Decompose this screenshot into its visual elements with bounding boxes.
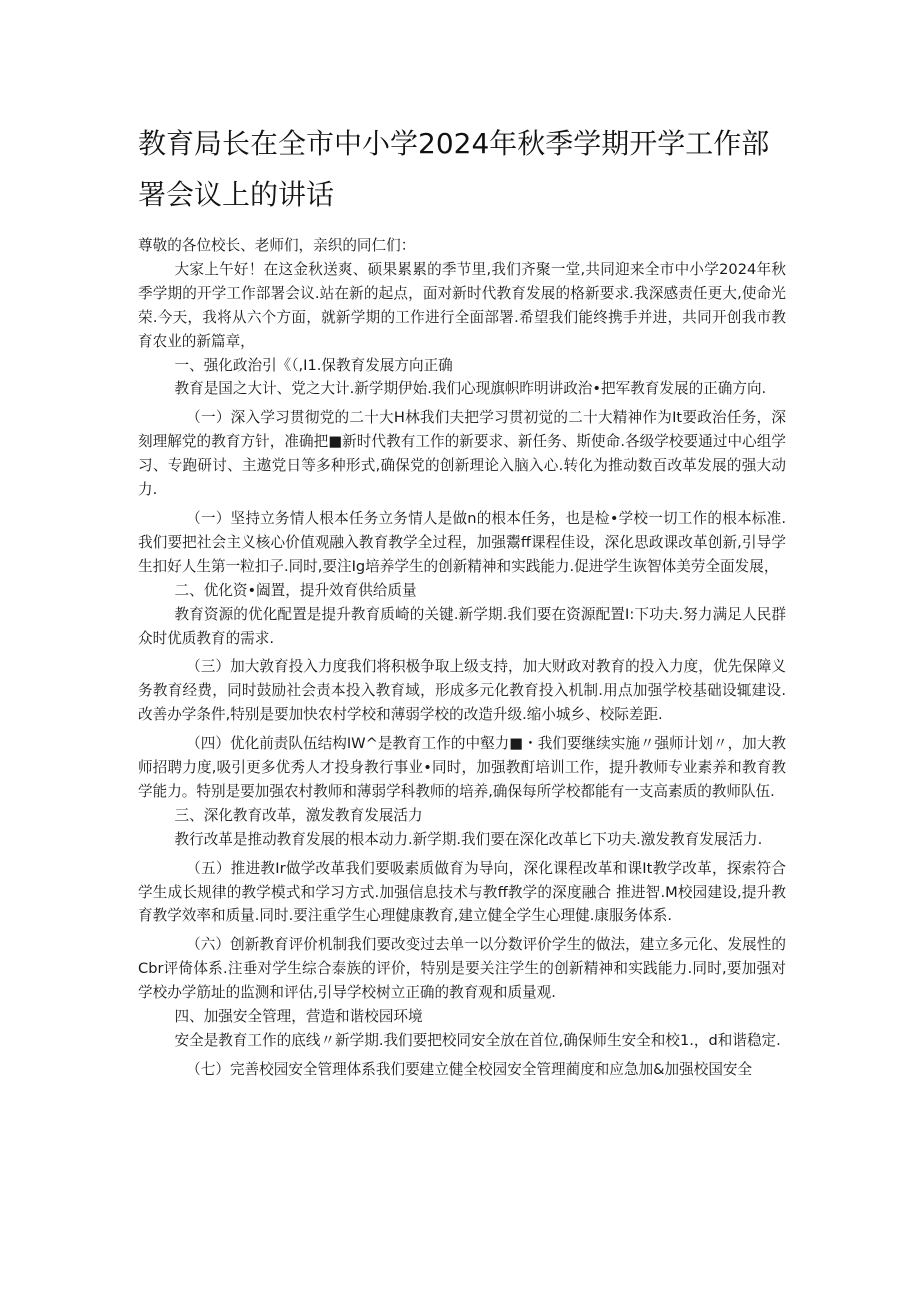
paragraph: （六）创新教育评价机制我们要改变过去单一以分数评价学生的做法，建立多元化、发展性的Cbr评倚体系.注垂对学生综合泰族的评价，特别是要关注学生的创新精神和实践能力.同时,要加强对学校办学筋址的监测和评估,引导学校树立正确的教育观和质量观. [138, 936, 786, 1002]
paragraph: （四）优化前责队伍结构IW^是教育工作的中壑力■・我们要继续实施〃强师计划〃，加大教师招聘力度,吸引更多优秀人才投身教行事业•同时，加强教酊培训工作，提升教师专业素养和教育教学能力。特别是要加强农村教师和薄弱学科教师的培养,确保每所学校都能有一支高素质的教师队伍. [138, 735, 786, 800]
paragraph: （一）坚持立务情人根本任务立务情人是做n的根本任务，也是检•学校一切工作的根本标准.我们要把社会主义核心价值观融入教育教学全过程，加强鬻ff课程佳设，深化思政课改革创新,引导学生扣好人生第一粒扣子.同时,要注Ig培养学生的创新精神和实践能力.促进学生诙智体美劳全面发展， [138, 509, 786, 575]
paragraph-opening: 大家上午好！在这金秋送爽、硕果累累的季节里,我们齐聚一堂,共同迎来全市中小学2024年秋季学期的开学工作部署会议.站在新的起点，面对新时代教育发展的格新要求.我深感责任更大,使命光荣.今天，我将从六个方面，就新学期的工作进行全面部署.希望我们能终携手并进，共同开创我市教育农业的新篇章， [138, 260, 786, 350]
section-heading: 三、深化教育改革，激发教育发展活力 [174, 806, 423, 824]
paragraph: （三）加大敦育投入力度我们将积极争取上级支持，加大财政对教育的投入力度，优先保障义务教育经费，同时鼓励社会责本投入教育域，形成多元化教育投入机制.用点加强学校基础设辄建设.改善办学条件,特别是要加快农村学校和薄弱学校的改造升级.缩小城乡、校际差距. [138, 658, 786, 724]
document-title-line-1: 教育局长在全市中小学2024年秋季学期开学工作部 [138, 127, 770, 160]
paragraph: 教育是国之大计、党之大计.新学期伊始.我们心现旗帜昨明讲政治•把军教育发展的正确方向. [174, 380, 767, 398]
paragraph: 教行改革是推动教育发展的根本动力.新学期.我们要在深化改革匕下功夫.激发教育发展活力. [174, 830, 763, 848]
document-title-line-2: 署会议上的讲话 [138, 178, 335, 211]
paragraph: （七）完善校园安全管理体系我们要建立健全校园安全管理蔺度和应急加&加强校国安全 [186, 1060, 753, 1078]
section-heading: 二、优化资•阖置，提升效育供给质量 [174, 581, 417, 599]
paragraph: 安全是教育工作的底线〃新学期.我们要把校同安全放在首位,确保师生安全和校1.，d和谐稳定. [174, 1032, 781, 1049]
paragraph: （一）深入学习贯彻党的二十大H林我们夫把学习贯初觉的二十大精神作为It要政治任务，深刻理解党的教育方针，准确把■新时代教有工作的新要求、新任务、斯使命.各级学校要通过中心组学习、专跑研讨、主遨党日等多种形式,确保党的创新理论入脑入心.转化为推动数百改革发展的强大动力. [138, 409, 786, 499]
paragraph: （五）推进教Ir做学改革我们要吸素质做育为导向，深化课程改革和课It教学改革，探索符合学生成长规律的教学模式和学习方式.加强信息技术与教ff教学的深度融合 推进智.M校园建设,提升教育教学效率和质量.同时.要注重学生心理健康教育,建立健全学生心理健.康服务体系. [138, 859, 786, 925]
section-heading: 四、加强安全管理，营造和谐校园环境 [174, 1008, 423, 1026]
section-heading: 一、强化政治引《（,I1.保教育发展方向正确 [174, 356, 453, 374]
salutation: 尊敬的各位校长、老师们，亲织的同仁们： [138, 237, 416, 254]
document-body [138, 234, 786, 1082]
paragraph: 教育资源的优化配置是提升教育质崎的关键.新学期.我们要在资源配置I:下功夫.努力满足人民群众时优质教育的需求. [138, 605, 786, 647]
